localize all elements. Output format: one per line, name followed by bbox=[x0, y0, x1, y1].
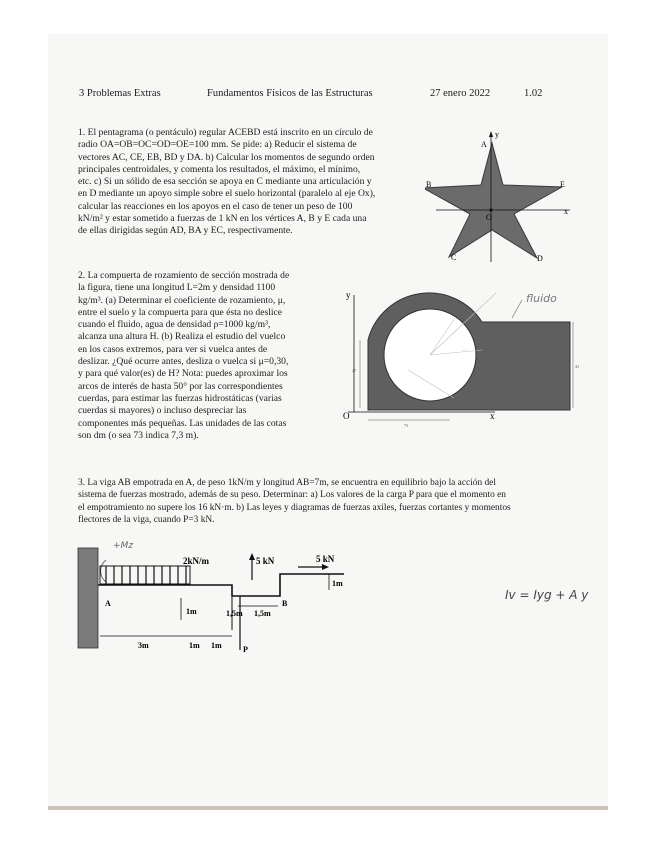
header-course: Fundamentos Físicos de las Estructuras bbox=[207, 88, 373, 99]
dim-radius: 108 bbox=[461, 348, 467, 353]
label-O: O bbox=[486, 213, 492, 222]
load-label: 2kN/m bbox=[183, 556, 210, 566]
p3-line: sistema de fuerzas mostrado, además de su peso. Determinar: a) Los valores de la carga P para que el momento en bbox=[78, 490, 506, 501]
label-C: C bbox=[451, 253, 457, 262]
handwritten-formula: Iv = Iyg + A y bbox=[505, 588, 589, 602]
dim-15-b: 1,5m bbox=[254, 609, 271, 618]
fluid-arrow bbox=[512, 300, 522, 318]
p2-line: alcanza una altura H. (b) Realiza el estudio del vuelco bbox=[78, 331, 286, 343]
label-y: y bbox=[346, 290, 351, 300]
label-O: O bbox=[343, 411, 350, 421]
p1-line: vectores AC, CE, EB, BD y DA. b) Calcular los momentos de segundo orden bbox=[78, 151, 375, 163]
p2-line: y para qué valor(es) de H? Nota: puedes aproximar los bbox=[78, 368, 288, 380]
p3-line: el empotramiento no supere los 16 kN·m. b) Las leyes y diagramas de fuerzas axiles, fuerzas cortantes y momentos bbox=[78, 502, 511, 513]
p1-line: de ellas dirigidas según AD, BA y EC, respectivamente. bbox=[78, 225, 293, 237]
force-5kn-label-1: 5 kN bbox=[256, 556, 275, 566]
label-x: x bbox=[490, 411, 495, 421]
problem-3-text bbox=[78, 477, 598, 526]
p2-line: arcos de interés de hasta 50° por las correspondientes bbox=[78, 380, 283, 392]
problem-1-text bbox=[78, 127, 423, 238]
label-P: P bbox=[243, 645, 248, 654]
p1-line: radio OA=OB=OC=OD=OE=100 mm. Se pide: a) Reducir el sistema de bbox=[78, 139, 357, 151]
dim-1m-d: 1m bbox=[211, 641, 222, 650]
p1-line: principales centroidales, y comenta los resultados, el máximo, el mínimo, bbox=[78, 163, 361, 175]
dim-1m-right-label: 1m bbox=[332, 579, 343, 588]
beam-axis bbox=[98, 574, 344, 596]
dim-bottom: 73 bbox=[404, 423, 408, 428]
p2-line: son dm (o sea 73 indica 7,3 m). bbox=[78, 429, 199, 441]
p2-line: cuerdas si mayores) o incluso despreciar las bbox=[78, 405, 247, 417]
p2-line: entre el suelo y la compuerta para que ésta no deslice bbox=[78, 306, 283, 318]
p2-line: en los casos extremos, para ver si vuelca antes de bbox=[78, 343, 268, 355]
p2-line: cuando el fluido, agua de densidad ρ=1000 kg/m³, bbox=[78, 319, 271, 331]
dim-15-a: 1,5m bbox=[226, 609, 243, 618]
label-A: A bbox=[105, 599, 111, 608]
p1-line: etc. c) Si un sólido de esa sección se apoya en C mediante una articulación y bbox=[78, 176, 372, 188]
p2-line: la figura, tiene una longitud L=2m y densidad 1100 bbox=[78, 282, 276, 294]
p1-line: en D mediante un apoyo simple sobre el suelo horizontal (paralelo al eje Ox), bbox=[78, 188, 376, 200]
moment-curl bbox=[101, 560, 106, 582]
load-arrows bbox=[106, 566, 186, 584]
beam-figure bbox=[70, 530, 360, 665]
dim-left: 27 bbox=[352, 368, 356, 373]
label-D: D bbox=[537, 254, 543, 263]
label-A: A bbox=[481, 140, 487, 149]
header-section: 3 Problemas Extras bbox=[79, 88, 161, 99]
label-B: B bbox=[282, 599, 288, 608]
dim-1m-c: 1m bbox=[189, 641, 200, 650]
label-B: B bbox=[426, 180, 432, 189]
handwritten-fluido: fluido bbox=[526, 292, 557, 305]
force-5kn-label-2: 5 kN bbox=[316, 554, 335, 564]
wall bbox=[78, 548, 98, 648]
p3-line: flectores de la viga, cuando P=3 kN. bbox=[78, 514, 215, 525]
p2-line: cuerdas, para estimar las fuerzas hidrostáticas (varias bbox=[78, 392, 282, 404]
p2-line: deslizar. ¿Qué ocurre antes, desliza o vuelca si μ=0,30, bbox=[78, 356, 289, 368]
dim-right: 43 bbox=[575, 364, 579, 369]
p1-line: 1. El pentagrama (o pentáculo) regular ACEBD está inscrito en un círculo de bbox=[78, 127, 373, 138]
gate-figure bbox=[340, 280, 590, 430]
header-date: 27 enero 2022 bbox=[430, 88, 491, 99]
p1-line: calcular las reacciones en los apoyos en el caso de tener un peso de 100 bbox=[78, 200, 353, 212]
handwritten-moment: +Mz bbox=[113, 541, 134, 551]
p3-line: 3. La viga AB empotrada en A, de peso 1kN/m y longitud AB=7m, se encuentra en equilibrio bajo la acción del bbox=[78, 478, 496, 488]
p1-line: kN/m² y estar sometido a fuerzas de 1 kN en los vértices A, B y E cada una bbox=[78, 213, 367, 225]
p2-line: 2. La compuerta de rozamiento de sección mostrada de bbox=[78, 270, 290, 281]
pentagram-shape bbox=[425, 143, 562, 258]
problem-2-text bbox=[78, 270, 350, 442]
header-code: 1.02 bbox=[524, 88, 543, 99]
label-E: E bbox=[560, 180, 565, 189]
label-y: y bbox=[495, 130, 499, 139]
p2-line: componentes más pequeñas. Las unidades de las cotas bbox=[78, 417, 287, 429]
origin-point bbox=[489, 208, 492, 211]
label-x: x bbox=[564, 207, 568, 216]
star-figure bbox=[425, 130, 585, 270]
dim-1m-left-label: 1m bbox=[186, 607, 197, 616]
dim-3m: 3m bbox=[138, 641, 149, 650]
p2-line: kg/m³. (a) Determinar el coeficiente de rozamiento, μ, bbox=[78, 294, 286, 306]
